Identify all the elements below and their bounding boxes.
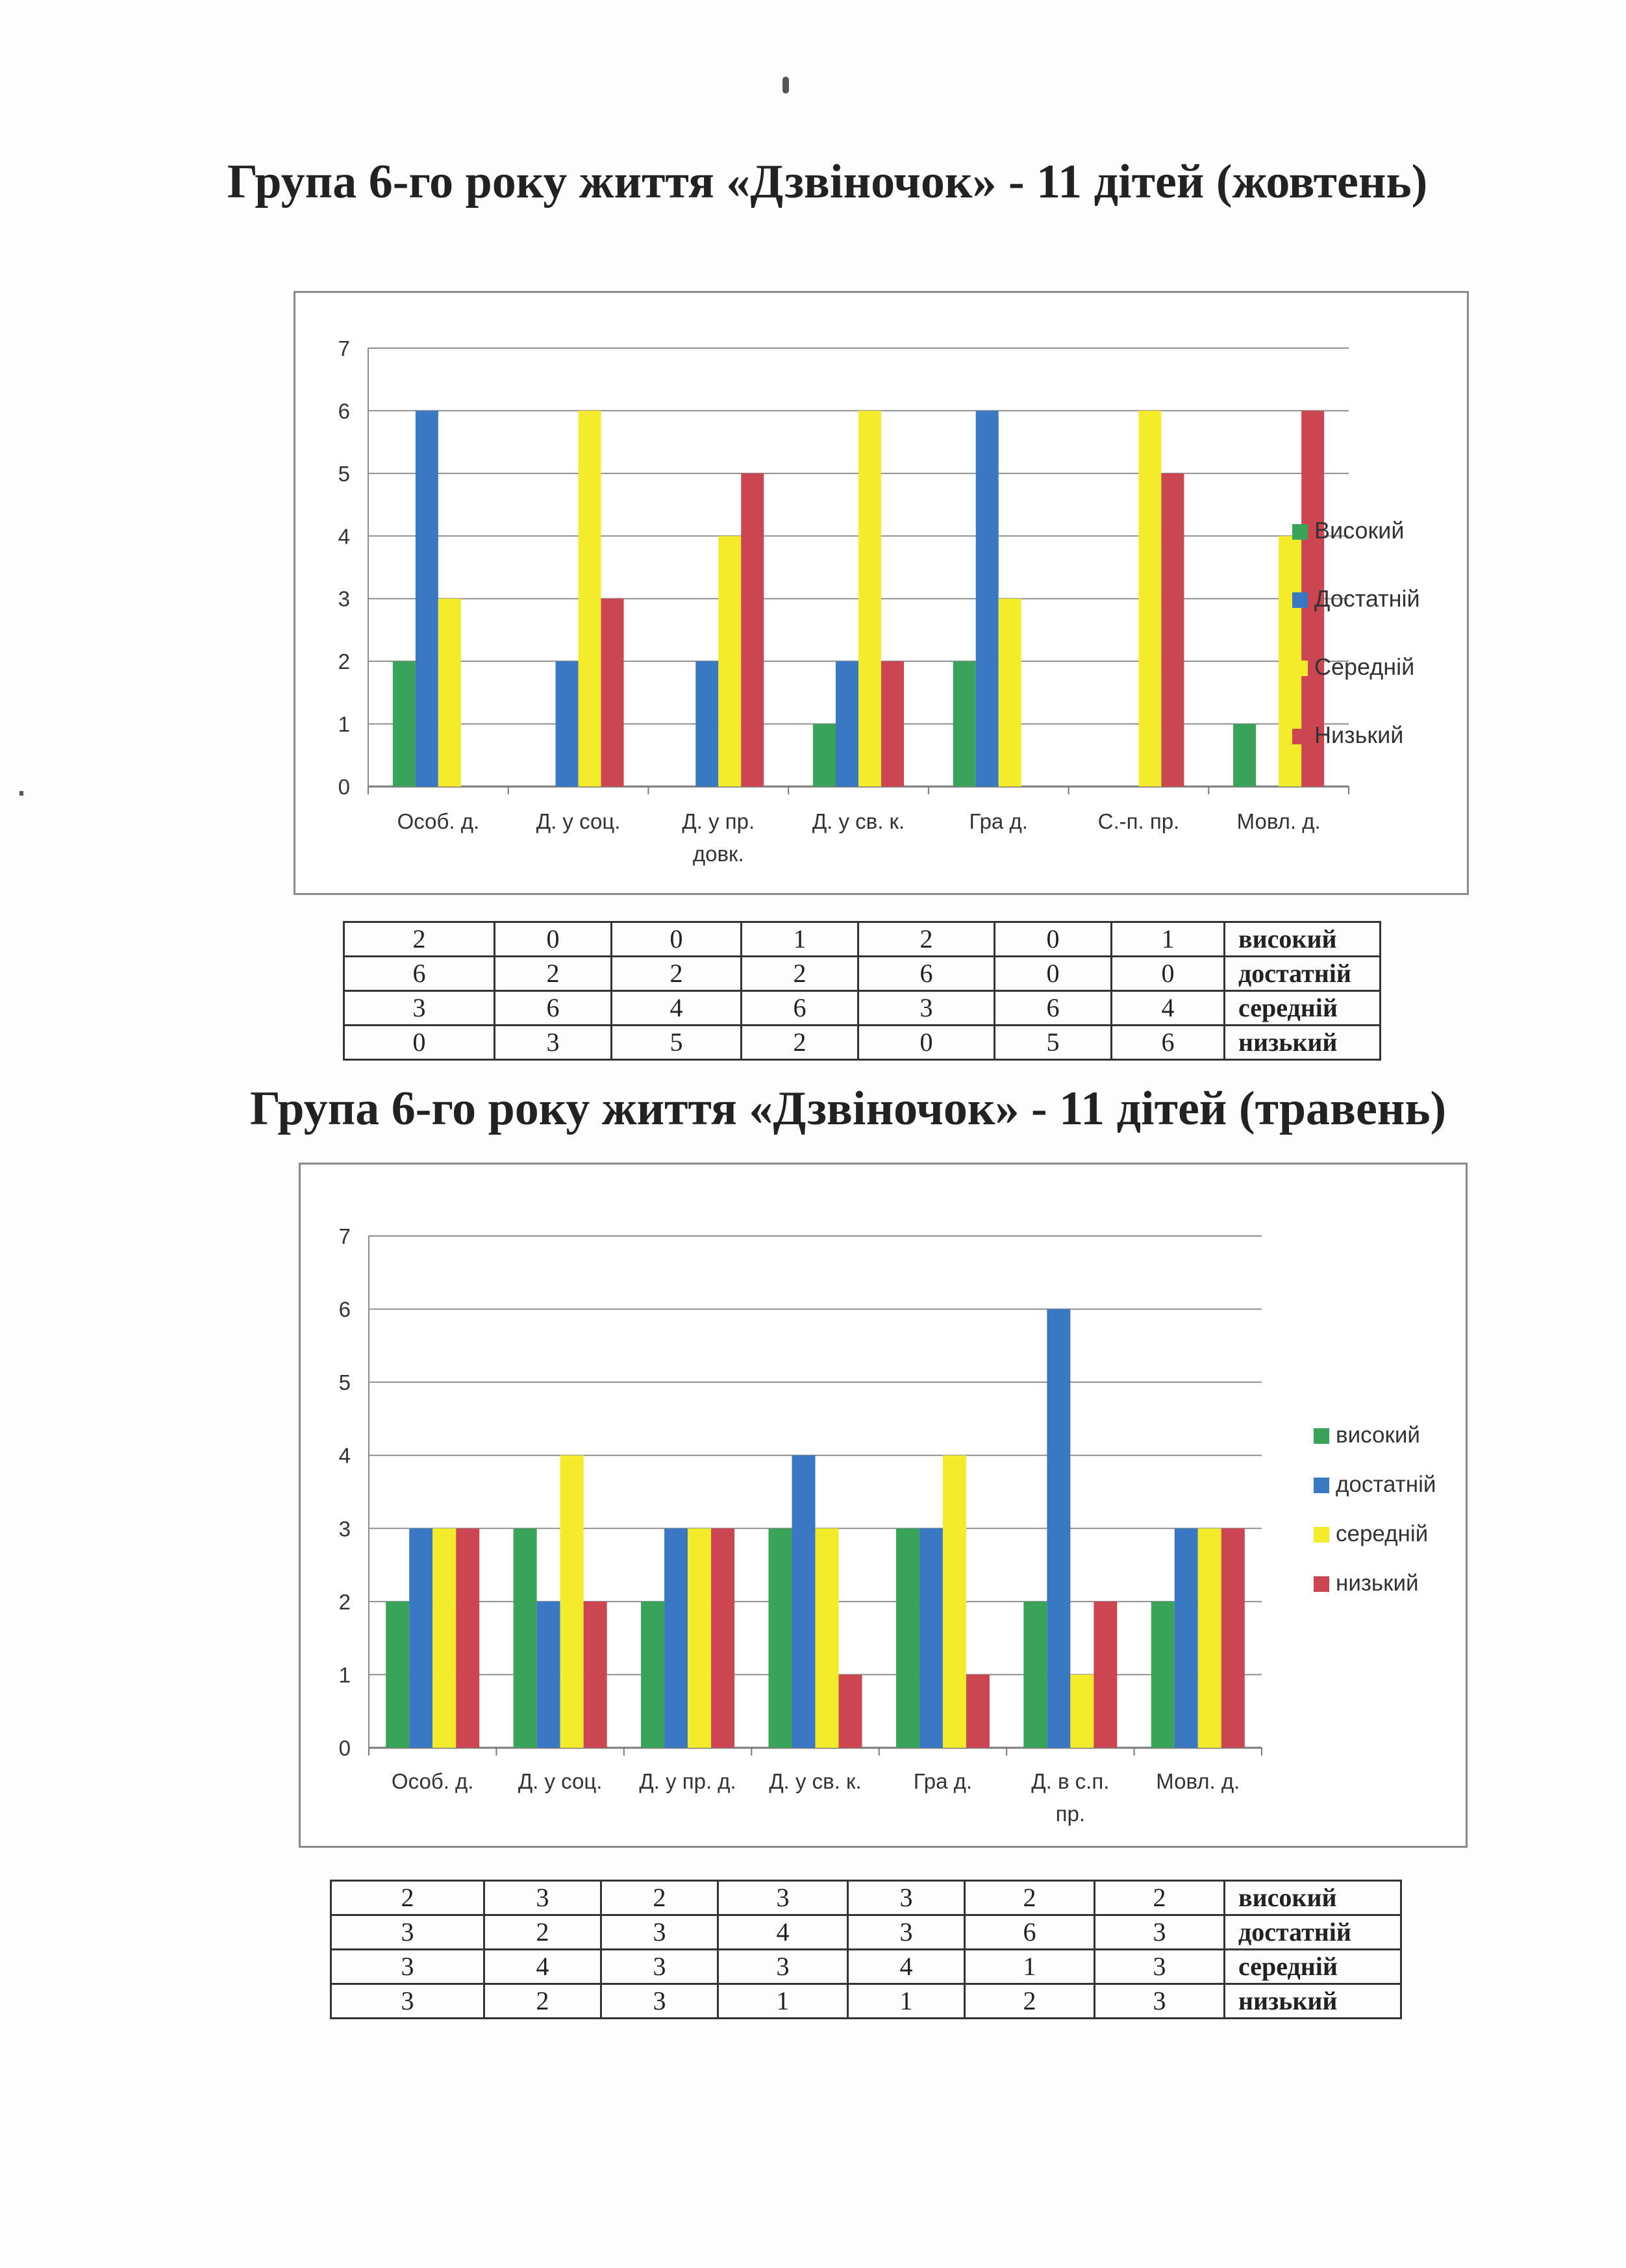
table-row [331,1915,1401,1950]
table-cell: 2 [1095,1881,1225,1915]
table-cell: 2 [965,1984,1095,2019]
table-cell: 3 [858,991,995,1026]
x-category-label: Д. у соц. [518,1769,603,1793]
table-cell: 4 [612,991,742,1026]
table-cell: 3 [331,1984,484,2019]
table-cell: 1 [718,1984,848,2019]
bar-достатній-3 [792,1455,816,1748]
table-cell: 2 [858,922,995,957]
legend-swatch [1292,661,1308,676]
table-cell: 0 [344,1026,495,1060]
x-category-label: Гра д. [913,1769,973,1793]
bar-Середній-1 [579,410,601,787]
table-cell: 3 [1095,1950,1225,1984]
table-cell: 4 [1112,991,1225,1026]
bar-Достатній-1 [556,661,579,787]
table-cell: 6 [495,991,612,1026]
table-cell: 6 [965,1915,1095,1950]
table-cell: 2 [965,1881,1095,1915]
table-cell: 3 [331,1950,484,1984]
bar-низький-4 [966,1674,990,1748]
legend-label: Середній [1314,653,1415,680]
table-cell: 3 [601,1984,718,2019]
table-cell: 3 [848,1915,965,1950]
table-cell: 3 [718,1950,848,1984]
bar-Низький-3 [881,661,904,787]
bar-середній-1 [560,1455,584,1748]
bar-Достатній-2 [695,661,718,787]
bar-Середній-5 [1138,410,1161,787]
table-cell: 0 [495,922,612,957]
table-row-label: високий [1225,1881,1401,1915]
legend-label: достатній [1336,1472,1436,1497]
bar-Низький-5 [1161,473,1184,787]
bar-низький-0 [456,1528,479,1748]
x-category-label: довк. [692,842,744,866]
table-cell: 3 [344,991,495,1026]
scan-speck [782,77,789,94]
x-category-label: Мовл. д. [1156,1769,1240,1793]
table-cell: 3 [1095,1915,1225,1950]
legend-swatch [1292,592,1308,608]
bar-Високий-6 [1233,724,1256,787]
table-row [331,1950,1401,1984]
legend-label: низький [1336,1570,1419,1596]
bar-Середній-4 [999,599,1021,787]
bar-високий-5 [1023,1602,1047,1748]
bar-низький-2 [711,1528,734,1748]
bar-середній-0 [432,1528,456,1748]
table-cell: 0 [612,922,742,957]
y-tick-label: 4 [338,1443,351,1468]
table-cell: 5 [995,1026,1112,1060]
y-tick-label: 6 [338,1297,351,1322]
y-tick-label: 3 [338,586,350,611]
bar-високий-4 [896,1528,919,1748]
table-cell: 3 [1095,1984,1225,2019]
table-cell: 2 [742,1026,858,1060]
table-cell: 2 [742,957,858,991]
table-row-label: середній [1225,1950,1401,1984]
bar-Достатній-0 [416,410,438,787]
legend-swatch [1314,1527,1329,1543]
bar-достатній-0 [409,1528,432,1748]
y-tick-label: 0 [338,775,350,799]
bar-Високий-4 [953,661,976,787]
bar-низький-5 [1094,1602,1117,1748]
table-cell: 2 [484,1984,601,2019]
bar-достатній-6 [1175,1528,1198,1748]
bar-достатній-1 [537,1602,560,1748]
y-tick-label: 1 [338,712,350,737]
scan-speck [19,791,23,796]
table-cell: 2 [344,922,495,957]
table-row-label: високий [1225,922,1381,957]
bar-середній-6 [1198,1528,1221,1748]
legend-label: Високий [1314,517,1405,544]
data-table-1 [343,921,1381,1061]
x-category-label: С.-п. пр. [1097,809,1180,833]
bar-низький-1 [584,1602,607,1748]
legend-label: середній [1336,1521,1429,1546]
bar-середній-3 [816,1528,839,1748]
bar-Середній-2 [718,536,741,787]
x-category-label: Д. у св. к. [769,1769,862,1793]
bar-високий-1 [514,1528,537,1748]
legend-swatch [1314,1428,1329,1444]
chart-2-title: Група 6-го року життя «Дзвіночок» - 11 дітей (травень) [250,1082,1447,1135]
table-cell: 6 [742,991,858,1026]
table-cell: 2 [331,1881,484,1915]
y-tick-label: 5 [338,461,350,486]
legend-label: високий [1336,1422,1420,1448]
table-row-label: середній [1225,991,1381,1026]
table-cell: 5 [612,1026,742,1060]
table-row [331,1984,1401,2019]
table-cell: 6 [995,991,1112,1026]
bar-низький-6 [1221,1528,1245,1748]
x-category-label: Д. в с.п. [1031,1769,1110,1793]
x-category-label: Д. у соц. [536,809,621,833]
x-category-label: Д. у св. к. [812,809,905,833]
table-row [344,922,1381,957]
bar-достатній-5 [1047,1309,1070,1748]
legend-label: Достатній [1314,585,1420,612]
y-tick-label: 0 [338,1736,351,1760]
x-category-label: Особ. д. [397,809,480,833]
table-cell: 3 [718,1881,848,1915]
table-cell: 2 [484,1915,601,1950]
bar-Високий-3 [813,724,836,787]
bar-високий-0 [386,1602,409,1748]
bar-Середній-3 [858,410,881,787]
table-row [344,1026,1381,1060]
table-cell: 6 [858,957,995,991]
bar-середній-5 [1070,1674,1094,1748]
x-category-label: Особ. д. [391,1769,474,1793]
table-cell: 6 [1112,1026,1225,1060]
bar-Низький-1 [601,599,624,787]
table-cell: 1 [1112,922,1225,957]
table-row-label: низький [1225,1026,1381,1060]
legend-swatch [1314,1576,1329,1592]
legend-swatch [1314,1478,1329,1493]
table-cell: 2 [612,957,742,991]
x-category-label: Д. у пр. д. [639,1769,736,1793]
bar-середній-2 [688,1528,711,1748]
y-tick-label: 2 [338,1589,351,1614]
y-tick-label: 5 [338,1370,351,1395]
table-row [344,991,1381,1026]
table-cell: 6 [344,957,495,991]
table-cell: 3 [601,1915,718,1950]
table-cell: 4 [718,1915,848,1950]
bar-високий-6 [1151,1602,1175,1748]
y-tick-label: 1 [338,1663,351,1687]
table-cell: 3 [484,1881,601,1915]
table-row-label: достатній [1225,957,1381,991]
table-cell: 3 [848,1881,965,1915]
table-cell: 2 [495,957,612,991]
bar-Низький-2 [741,473,764,787]
chart-2-container [299,1163,1468,1848]
x-category-label: Гра д. [969,809,1028,833]
table-row-label: низький [1225,1984,1401,2019]
bar-високий-2 [641,1602,664,1748]
bar-достатній-4 [919,1528,943,1748]
chart-1-title: Група 6-го року життя «Дзвіночок» - 11 дітей (жовтень) [227,155,1428,208]
legend-swatch [1292,729,1308,744]
table-cell: 3 [495,1026,612,1060]
y-tick-label: 6 [338,399,350,423]
x-category-label: пр. [1055,1802,1086,1826]
y-tick-label: 7 [338,1224,351,1248]
x-category-label: Д. у пр. [682,809,755,833]
bar-низький-3 [839,1674,862,1748]
table-cell: 0 [858,1026,995,1060]
table-cell: 4 [848,1950,965,1984]
table-row-label: достатній [1225,1915,1401,1950]
bar-Достатній-3 [836,661,858,787]
bar-достатній-2 [664,1528,688,1748]
table-cell: 4 [484,1950,601,1984]
chart-1-container [294,291,1469,895]
table-cell: 0 [1112,957,1225,991]
y-tick-label: 3 [338,1517,351,1541]
bar-високий-3 [769,1528,792,1748]
table-cell: 3 [331,1915,484,1950]
table-cell: 1 [742,922,858,957]
table-cell: 1 [965,1950,1095,1984]
table-cell: 3 [601,1950,718,1984]
table-row [344,957,1381,991]
bar-Достатній-4 [976,410,999,787]
table-cell: 2 [601,1881,718,1915]
data-table-2 [330,1880,1402,2019]
table-row [331,1881,1401,1915]
chart-2-svg [301,1165,1466,1846]
x-category-label: Мовл. д. [1236,809,1321,833]
table-cell: 1 [848,1984,965,2019]
chart-1-svg [295,293,1467,893]
legend-swatch [1292,524,1308,540]
y-tick-label: 7 [338,336,350,360]
bar-Середній-0 [438,599,461,787]
bar-Високий-0 [393,661,416,787]
bar-середній-4 [943,1455,966,1748]
table-cell: 0 [995,957,1112,991]
y-tick-label: 4 [338,524,350,549]
y-tick-label: 2 [338,649,350,674]
table-cell: 0 [995,922,1112,957]
legend-label: Низький [1314,722,1404,748]
